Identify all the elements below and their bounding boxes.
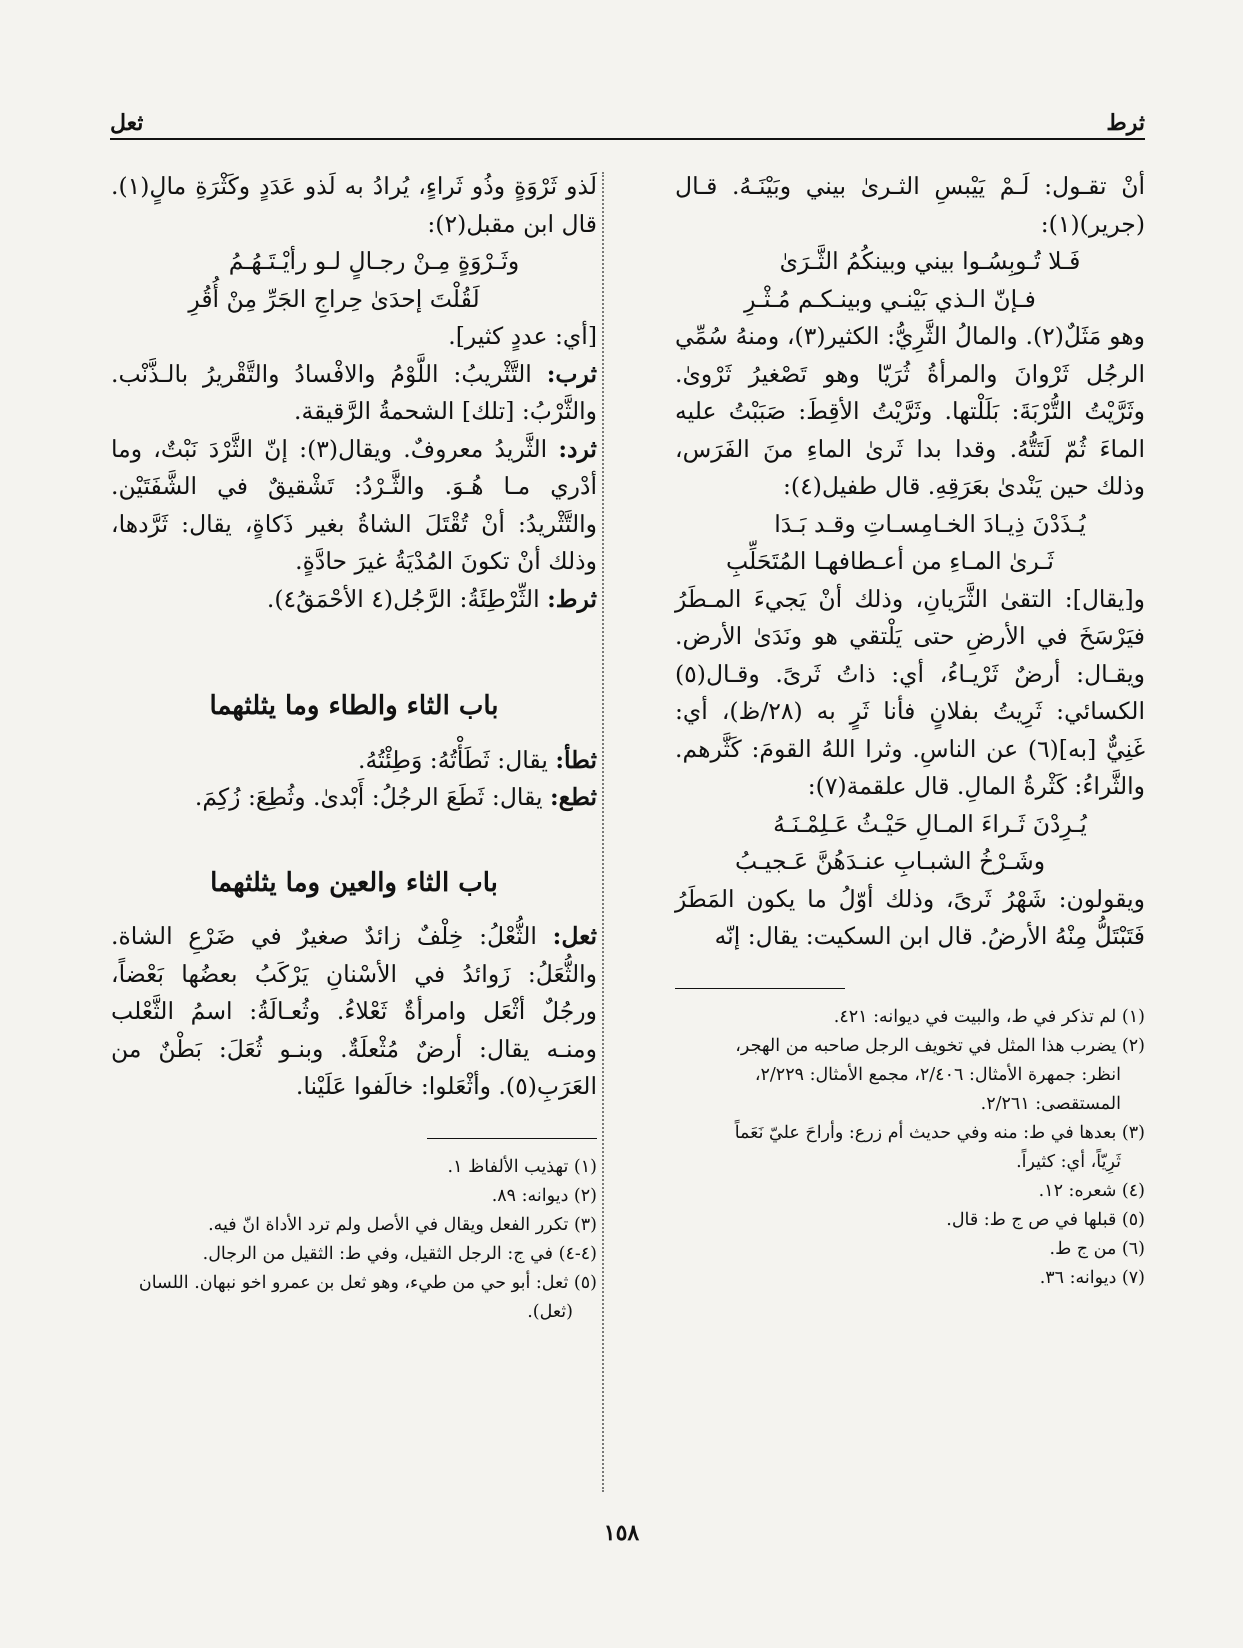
entry-definition: يقال: ثَطَأْتُهُ: وَطِئْتُهُ. — [358, 745, 556, 774]
footnote-rule — [427, 1138, 597, 1139]
dictionary-entry — [111, 918, 597, 1106]
dictionary-entry — [111, 742, 597, 780]
verse-second-hemistich: فـإنّ الـذي بَيْنـي وبينـكـم مُـثْـرِ — [744, 284, 1036, 313]
entry-headword: ثرب: — [546, 359, 597, 388]
footnote: (١) تهذيب الألفاظ ١. — [447, 1156, 597, 1177]
footnote: المستقصى: ٢/٢٦١. — [980, 1093, 1121, 1114]
entry-definition: التَّثْريبُ: اللَّوْمُ والافْسادُ والتَّقْريرُ بالـذَّنْب. والثَّرْبُ: [تلك] الشحمةُ الرَّقيقة. — [111, 359, 597, 425]
verse-second-hemistich: ثَـرىٰ المـاءِ من أعـطافهـا المُتَحَلِّبِ — [726, 547, 1054, 575]
paragraph: وهو مَثَلٌ(٢). والمالُ الثَّرِيُّ: الكثير(٣)، ومنهُ سُمِّي الرجُل ثَرْوانَ والمرأةُ ثُرَيّا وهو تَصْغيرُ ثَرْوىٰ. وثَرَّيْتُ التُّرْبَةَ: بَلَلْتها. وثَرَّيْتُ الأقِطَ: صَبَبْتُ عليه الماءَ ثُمّ لَتَتُّهُ. وقدا بدا ثَرىٰ الماءِ منَ الفَرَس، وذلك حين يَنْدىٰ بعَرَقِهِ. قال طفيل(٤): — [675, 322, 1146, 500]
verse-second-hemistich: وشَـرْخُ الشبـابِ عنـدَهُنَّ عَـجيـبُ — [734, 847, 1046, 875]
entry-definition: الثُّعْلُ: خِلْفٌ زائدٌ صغيرٌ في ضَرْعِ الشاة. والثُّعَلُ: زَوائدُ في الأسْنانِ يَرْكَبُ بعضُها بَعْضاً، ورجُلٌ أثْعَل وامرأةٌ ثَعْلاءُ. وثُعـالَةُ: اسمُ الثَّعْلب ومنـه يقال: أرضٌ مُثْعلَةٌ. وبنـو ثُعَلَ: بَطْنٌ من العَرَبِ(٥). وأثْعَلوا: خالَفوا عَلَيْنا. — [111, 922, 597, 1100]
verse-first-hemistich: وثَـرْوَةٍ مِـنْ رجـالٍ لـو رأيْـتَـهُـمُ — [228, 247, 520, 275]
footnote: انظر: جمهرة الأمثال: ٢/٤٠٦، مجمع الأمثال: ٢/٢٢٩، — [754, 1064, 1121, 1085]
footnote: (٤) شعره: ١٢. — [1038, 1180, 1145, 1201]
entry-definition: الثَّريدُ معروفٌ. ويقال(٣): إنّ الثَّرْدَ نَبْتٌ، وما أدْري مـا هُـوَ. والثَّـرْدُ: تَشْقيقٌ في الشَّفَتَيْن. والتَّثْريدُ: أنْ تُقْتَلَ الشاةُ بغير ذَكاةٍ، يقال: ثَرَّدها، وذلك أنْ تكونَ المُدْيَةُ غيرَ حادَّةٍ. — [111, 434, 597, 575]
footnote: (٣) بعدها في ط: منه وفي حديث أم زرع: وأراحَ عليّ نَعَماً — [734, 1122, 1145, 1143]
footnote: (٤-٤) في ج: الرجل الثقيل، وفي ط: الثقيل من الرجال. — [202, 1243, 597, 1264]
entry-definition: يقال: ثَطَعَ الرجُلُ: أَبْدىٰ. وثُطِعَ: زُكِمَ. — [194, 783, 550, 811]
footnote: (٧) ديوانه: ٣٦. — [1039, 1267, 1145, 1288]
paragraph: لَذو ثَرْوَةٍ وذُو ثَراءٍ، يُرادُ به لَذو عَدَدٍ وكَثْرَةِ مالٍ(١). قال ابن مقبل(٢): — [111, 172, 597, 238]
header-left-word: ثعل — [110, 110, 144, 136]
dictionary-entry — [111, 356, 597, 431]
entry-headword: ثرد: — [558, 434, 597, 463]
dictionary-entry — [111, 779, 597, 817]
verse-first-hemistich: يُـذَدْنَ ذِيـادَ الخـامِسـاتِ وقـد بَـدَا — [774, 509, 1086, 538]
chapter-heading: باب الثاء والطاء وما يثلثهما — [209, 691, 499, 721]
entry-headword: ثطأ: — [555, 745, 597, 774]
dictionary-entry — [111, 431, 597, 581]
paragraph: [أي: عددٍ كثير]. — [448, 322, 597, 350]
footnote: (٣) تكرر الفعل ويقال في الأصل ولم ترد الأداة انّ فيه. — [208, 1214, 597, 1235]
verse-second-hemistich: لَقُلْتَ إحدَىٰ حِراجِ الجَرِّ مِنْ أُقُرِ — [188, 284, 480, 313]
verse-first-hemistich: فَـلا تُـوبِسُـوا بيني وبينكُمُ الثَّـرَىٰ — [779, 247, 1081, 275]
header-right-word: ثرط — [1106, 110, 1145, 136]
header-rule — [110, 138, 1145, 140]
footnote: (١) لم تذكر في ط، والبيت في ديوانه: ٤٢١. — [833, 1006, 1145, 1027]
left-column — [111, 168, 597, 1327]
chapter-heading: باب الثاء والعين وما يثلثهما — [210, 867, 498, 898]
paragraph: ويقولون: شَهْرُ ثَرىً، وذلك أوّلُ ما يكون المَطَرُ فَتَبْتَلُّ مِنْهُ الأرضُ. قال ابن السكيت: يقال: إنّه — [675, 884, 1145, 950]
paragraph: أنْ تقـول: لَـمْ يَيْبسِ الثـرىٰ بيني وبَيْنَـهُ. قـال (جرير)(١): — [675, 172, 1145, 238]
entry-headword: ثطع: — [550, 783, 597, 811]
footnote-rule — [675, 988, 845, 989]
footnote: (٢) يضرب هذا المثل في تخويف الرجل صاحبه من الهجر، — [735, 1035, 1145, 1056]
paragraph: و[يقال]: التقىٰ الثَّرَيانِ، وذلك أنْ يَجيءَ المـطَرُ فيَرْسَخَ في الأرضِ حتى يَلْتقي هو ونَدَىٰ الأرض. ويقـال: أرضٌ ثَرْيـاءُ، أي: ذاتُ ثَرىً. وقـال(٥) الكسائي: ثَرِيتُ بفلانٍ فأنا ثَرٍ به (٢٨/ظ)، أي: غَنِيٌّ [به](٦) عن الناسِ. وثرا اللهُ القومَ: كَثَّرهم. والثَّراءُ: كَثْرةُ المالِ. قال علقمة(٧): — [675, 584, 1145, 800]
entry-headword: ثعل: — [552, 922, 597, 950]
right-column — [675, 168, 1145, 1293]
footnote: (ثعل). — [527, 1301, 573, 1322]
footnote: (٢) ديوانه: ٨٩. — [491, 1185, 597, 1206]
dictionary-entry — [111, 581, 597, 619]
verse-first-hemistich: يُـرِدْنَ ثَـراءَ المـالِ حَيْـثُ عَـلِمْـنَـهُ — [773, 809, 1087, 838]
entry-headword: ثرط: — [547, 584, 597, 613]
entry-definition: الثِّرْطِئَةُ: الرَّجُل(٤ الأحْمَقُ٤). — [266, 584, 548, 613]
footnote: (٦) من ج ط. — [1049, 1238, 1145, 1259]
page-number: ١٥٨ — [603, 1520, 640, 1546]
running-header — [110, 110, 1145, 138]
column-separator — [602, 172, 604, 1492]
footnote: (٥) قبلها في ص ج ط: قال. — [946, 1209, 1145, 1230]
footnote: (٥) ثعل: أبو حي من طيء، وهو ثعل بن عمرو اخو نبهان. اللسان — [138, 1272, 597, 1293]
footnote: ثَرِيّاً، أي: كثيراً. — [1016, 1151, 1121, 1172]
